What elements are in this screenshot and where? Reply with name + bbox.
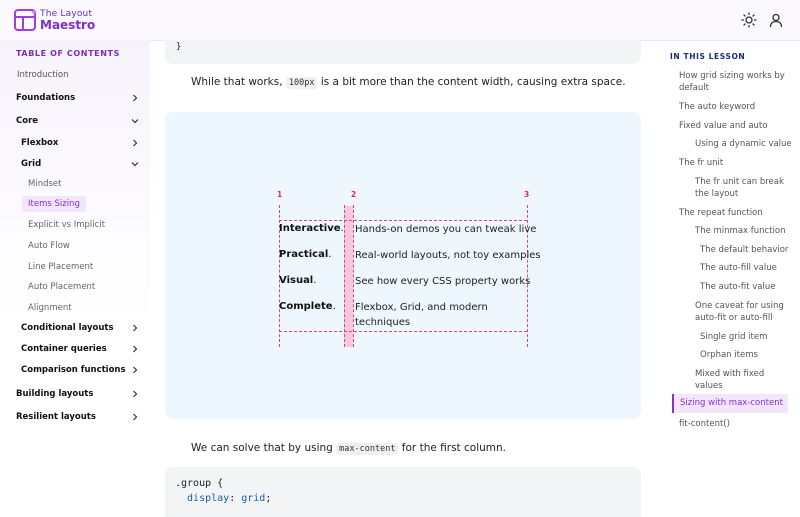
top-header bbox=[0, 0, 800, 41]
grid-row-label-text: Visual bbox=[279, 275, 314, 286]
paragraph-2-text: We can solve that by using bbox=[191, 442, 337, 454]
code-value: grid bbox=[241, 493, 266, 504]
sidebar-item-grid[interactable]: Grid bbox=[21, 159, 42, 169]
grid-demo bbox=[165, 112, 641, 419]
grid-row-label-text: Practical bbox=[279, 249, 329, 260]
logo-icon[interactable] bbox=[14, 8, 38, 32]
paragraph-1-text-end: is a bit more than the content width, causing extra space. bbox=[317, 76, 626, 88]
code-line bbox=[175, 493, 271, 504]
grid-row-text: Real-world layouts, not toy examples bbox=[355, 250, 541, 261]
lesson-item-active-label[interactable]: Sizing with max-content bbox=[680, 398, 783, 408]
lesson-item[interactable]: The repeat function bbox=[679, 208, 763, 218]
sidebar-item-line-placement[interactable]: Line Placement bbox=[28, 262, 94, 272]
grid-row-text: Flexbox, Grid, and modern techniques bbox=[355, 302, 488, 328]
lesson-item[interactable]: The fr unit bbox=[679, 158, 724, 168]
sidebar-item-foundations[interactable]: Foundations bbox=[16, 93, 76, 103]
inline-code-100px: 100px bbox=[286, 77, 318, 89]
code-property: display bbox=[175, 493, 230, 504]
paragraph-1 bbox=[191, 76, 626, 88]
logo-line-2[interactable]: Maestro bbox=[40, 18, 96, 32]
sidebar-item-alignment[interactable]: Alignment bbox=[28, 303, 72, 313]
sun-icon[interactable] bbox=[741, 12, 757, 28]
logo-line-1[interactable]: The Layout bbox=[40, 9, 93, 19]
grid-row-line bbox=[279, 220, 527, 221]
paragraph-2-text-end: for the first column. bbox=[398, 442, 506, 454]
grid-column-line bbox=[353, 205, 354, 347]
lesson-item[interactable]: The fr unit can break the layout bbox=[695, 177, 784, 199]
chevron-down-icon[interactable] bbox=[131, 117, 139, 125]
chevron-right-icon[interactable] bbox=[131, 390, 139, 398]
lesson-item[interactable]: Fixed value and auto bbox=[679, 121, 768, 131]
chevron-right-icon[interactable] bbox=[131, 345, 139, 353]
lesson-toc-title: IN THIS LESSON bbox=[670, 52, 746, 61]
sidebar-item-auto-placement[interactable]: Auto Placement bbox=[28, 282, 96, 292]
lesson-item[interactable]: The minmax function bbox=[695, 226, 786, 236]
sidebar-item-explicit-vs-implicit[interactable]: Explicit vs Implicit bbox=[28, 220, 106, 230]
chevron-right-icon[interactable] bbox=[131, 324, 139, 332]
code-line: } bbox=[176, 42, 182, 52]
grid-line-number: 2 bbox=[351, 190, 357, 199]
grid-line-number: 1 bbox=[277, 190, 283, 199]
grid-row-label-dot: . bbox=[313, 275, 317, 286]
grid-row-label bbox=[279, 275, 316, 286]
grid-row-label-dot: . bbox=[340, 223, 344, 234]
lesson-item[interactable]: Orphan items bbox=[700, 350, 758, 360]
grid-line-number: 3 bbox=[524, 190, 530, 199]
code-line: .group { bbox=[175, 478, 224, 489]
code-semicolon: ; bbox=[265, 493, 272, 504]
code-colon: : bbox=[229, 493, 242, 504]
lesson-item[interactable]: The auto-fit value bbox=[700, 282, 776, 292]
sidebar-item-building-layouts[interactable]: Building layouts bbox=[16, 389, 94, 399]
code-block-top bbox=[165, 40, 641, 64]
lesson-item[interactable]: The auto-fill value bbox=[700, 263, 777, 273]
chevron-down-icon[interactable] bbox=[131, 160, 139, 168]
chevron-right-icon[interactable] bbox=[131, 413, 139, 421]
sidebar-item-container-queries[interactable]: Container queries bbox=[21, 344, 107, 354]
lesson-item[interactable]: The auto keyword bbox=[679, 102, 756, 112]
grid-row-label-text: Complete bbox=[279, 301, 333, 312]
grid-column-line bbox=[344, 205, 345, 347]
lesson-item[interactable]: How grid sizing works by default bbox=[679, 71, 785, 93]
grid-row-label-dot: . bbox=[332, 301, 336, 312]
lesson-item[interactable]: Using a dynamic value bbox=[695, 139, 792, 149]
sidebar-item-comparison-functions[interactable]: Comparison functions bbox=[21, 365, 126, 375]
sidebar-item-core[interactable]: Core bbox=[16, 116, 39, 126]
grid-row-label bbox=[279, 223, 344, 234]
lesson-item[interactable]: The default behavior bbox=[700, 245, 789, 255]
grid-gap-highlight bbox=[344, 206, 353, 347]
sidebar-item-mindset[interactable]: Mindset bbox=[28, 179, 62, 189]
paragraph-1-text: While that works, bbox=[191, 76, 286, 88]
toc-title: TABLE OF CONTENTS bbox=[16, 49, 120, 58]
lesson-item-active[interactable] bbox=[672, 394, 788, 413]
lesson-item[interactable]: One caveat for using auto-fit or auto-fill bbox=[695, 301, 784, 323]
chevron-right-icon[interactable] bbox=[131, 94, 139, 102]
grid-row-text: See how every CSS property works bbox=[355, 276, 531, 287]
grid-row-line bbox=[279, 331, 527, 332]
grid-row-label-text: Interactive bbox=[279, 223, 341, 234]
grid-row-text: Hands-on demos you can tweak live bbox=[355, 224, 537, 235]
lesson-item[interactable]: Mixed with fixed values bbox=[695, 369, 765, 391]
sidebar-item-resilient-layouts[interactable]: Resilient layouts bbox=[16, 412, 96, 422]
user-icon[interactable] bbox=[768, 12, 784, 28]
lesson-item[interactable]: Single grid item bbox=[700, 332, 768, 342]
sidebar-item-items-sizing[interactable]: Items Sizing bbox=[22, 196, 86, 212]
chevron-right-icon[interactable] bbox=[131, 139, 139, 147]
grid-row-label-dot: . bbox=[328, 249, 332, 260]
sidebar-item-auto-flow[interactable]: Auto Flow bbox=[28, 241, 70, 251]
inline-code-max-content: max-content bbox=[336, 443, 398, 455]
sidebar-item-flexbox[interactable]: Flexbox bbox=[21, 138, 59, 148]
chevron-right-icon[interactable] bbox=[131, 366, 139, 374]
sidebar bbox=[0, 40, 150, 510]
sidebar-item-conditional-layouts[interactable]: Conditional layouts bbox=[21, 323, 114, 333]
grid-row-label bbox=[279, 249, 331, 260]
sidebar-item-introduction[interactable]: Introduction bbox=[17, 70, 69, 80]
grid-row-label bbox=[279, 301, 336, 312]
lesson-item[interactable]: fit-content() bbox=[679, 419, 730, 429]
paragraph-2 bbox=[191, 442, 506, 454]
